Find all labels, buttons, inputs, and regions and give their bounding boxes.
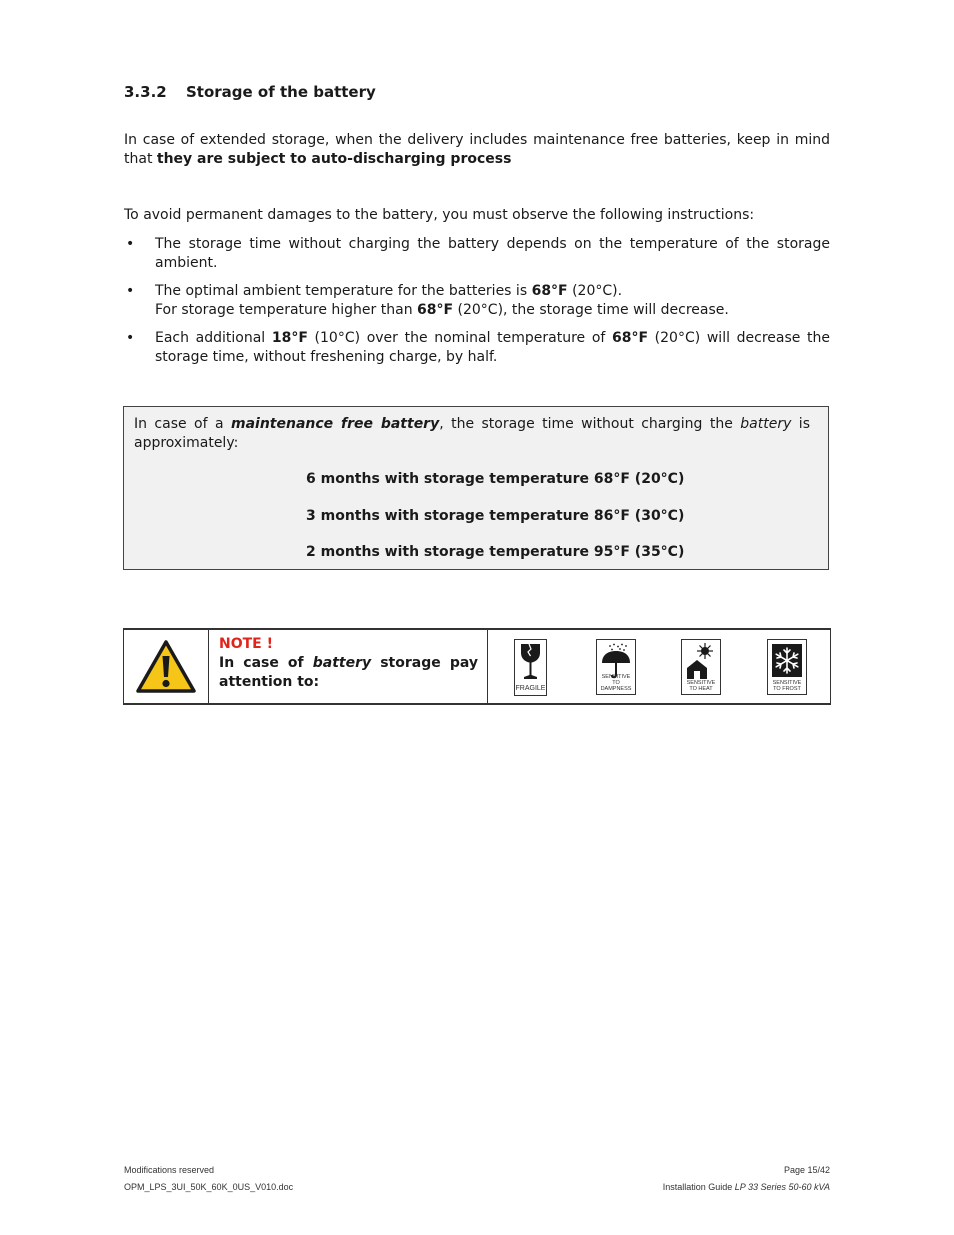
note-italic: battery [312, 655, 372, 671]
storage-time-box [123, 406, 829, 570]
storage-line-20c: 6 months with storage temperature 68°F (20°C) [306, 471, 685, 487]
temperature-value: 68°F [531, 283, 568, 299]
footer-document-title [663, 1182, 830, 1192]
note-text-cell [209, 630, 488, 703]
list-item [124, 235, 830, 273]
note-body [219, 654, 478, 692]
list-item-text: (20°C). [567, 283, 623, 299]
paragraph-text: In case of extended storage, when the delivery includes maintenance free batteries, keep in mind that [124, 132, 830, 167]
paragraph-instructions-intro: To avoid permanent damages to the battery, you must observe the following instructions: [124, 207, 755, 223]
paragraph-bold-text: they are subject to auto-discharging process [156, 151, 512, 167]
paragraph-extended-storage [124, 131, 830, 169]
footer-row-1 [124, 1165, 830, 1175]
caption-line: TO DAMPNESS [600, 680, 632, 692]
footer-series: LP 33 Series 50-60 kVA [734, 1182, 830, 1192]
broken-glass-icon [518, 642, 543, 682]
footer-modifications: Modifications reserved [124, 1165, 215, 1175]
storage-line-30c: 3 months with storage temperature 86°F (30°C) [306, 508, 685, 524]
note-text: In case of [219, 655, 313, 671]
sensitive-to-dampness-symbol [596, 639, 636, 695]
list-item-text: (10°C) over the nominal temperature of [307, 330, 612, 346]
temperature-value: 68°F [611, 330, 649, 346]
section-heading [124, 83, 376, 101]
box-text: , the storage time without charging the [439, 416, 741, 432]
box-text: is approximately: [134, 416, 810, 451]
instruction-list [124, 235, 830, 367]
bullet-icon: • [126, 236, 135, 252]
fragile-symbol [514, 639, 547, 696]
list-item-text: The optimal ambient temperature for the batteries is [155, 283, 532, 299]
snowflake-icon [771, 642, 803, 680]
footer-text: Installation Guide [662, 1182, 735, 1192]
caption-line: TO HEAT [689, 686, 713, 692]
footer-row-2 [124, 1182, 830, 1192]
note-title: NOTE ! [219, 636, 273, 652]
note-table [123, 628, 831, 705]
list-item [124, 329, 830, 367]
frost-label [768, 680, 806, 692]
warning-triangle-icon [135, 639, 197, 695]
storage-line-35c: 2 months with storage temperature 95°F (35°C) [306, 544, 685, 560]
sun-house-icon [685, 642, 717, 680]
list-item-text: For storage temperature higher than [155, 302, 418, 318]
list-item-text: (20°C) will decrease the storage time, without freshening charge, by half. [155, 330, 830, 365]
caption-line: SENSITIVE [772, 680, 802, 686]
section-title: Storage of the battery [186, 83, 376, 101]
bullet-icon: • [126, 330, 135, 346]
heat-label [682, 680, 720, 692]
dampness-label [597, 674, 635, 692]
caption-line: SENSITIVE [601, 674, 631, 680]
footer-filename: OPM_LPS_3UI_50K_60K_0US_V010.doc [124, 1182, 294, 1192]
section-number: 3.3.2 [124, 83, 167, 101]
list-item-text: The storage time without charging the battery depends on the temperature of the storage ambient. [155, 236, 830, 271]
fragile-label: FRAGILE [515, 685, 546, 692]
caption-line: TO FROST [773, 686, 801, 692]
warning-cell [124, 630, 209, 703]
bullet-icon: • [126, 283, 135, 299]
temperature-value: 18°F [271, 330, 308, 346]
caption-line: SENSITIVE [686, 680, 716, 686]
sensitive-to-frost-symbol [767, 639, 807, 695]
sensitive-to-heat-symbol [681, 639, 721, 695]
list-item-text: Each additional [155, 330, 272, 346]
box-text: In case of a [134, 416, 231, 432]
box-emphasis: maintenance free battery [230, 416, 440, 432]
handling-symbols-cell [488, 630, 830, 703]
list-item-text: (20°C), the storage time will decrease. [453, 302, 729, 318]
footer-page-number: Page 15/42 [783, 1165, 830, 1175]
note-text: storage pay attention to: [219, 655, 478, 690]
storage-box-intro [134, 415, 810, 453]
temperature-value: 68°F [417, 302, 454, 318]
list-item [124, 282, 830, 320]
box-italic: battery [740, 416, 792, 432]
